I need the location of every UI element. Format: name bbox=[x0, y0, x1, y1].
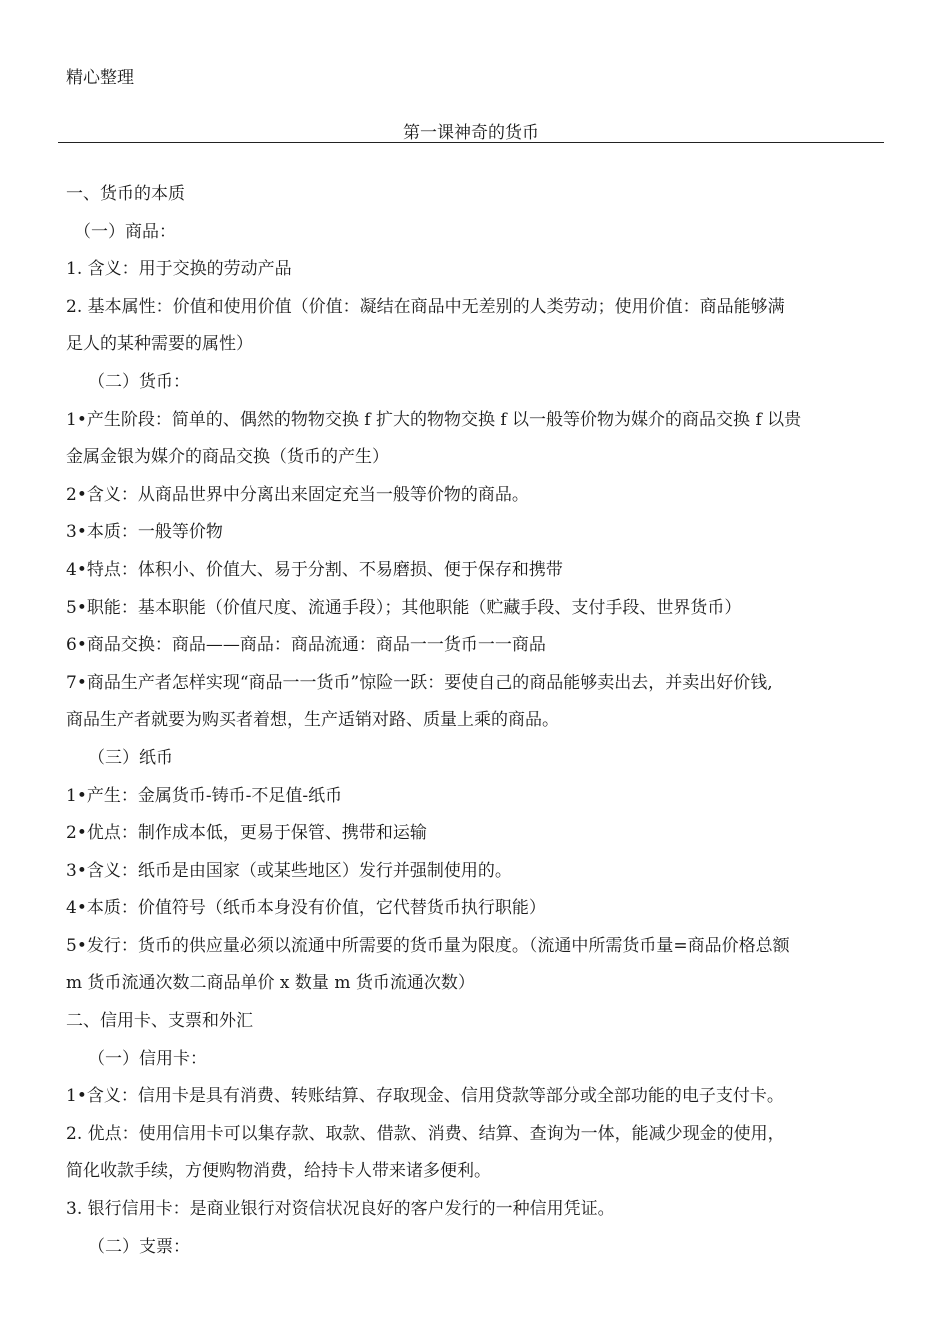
paragraph-line: 2. 优点：使用信用卡可以集存款、取款、借款、消费、结算、查询为一体，能减少现金的使用， bbox=[66, 1123, 785, 1144]
paragraph-line: 2•优点：制作成本低，更易于保管、携带和运输 bbox=[66, 823, 427, 844]
page-title: 第一课神奇的货币 bbox=[403, 123, 539, 143]
paragraph-line: 3. 银行信用卡：是商业银行对资信状况良好的客户发行的一种信用凭证。 bbox=[66, 1199, 615, 1220]
paragraph-line: 2. 基本属性：价值和使用价值（价值：凝结在商品中无差别的人类劳动；使用价值：商品能够满 bbox=[66, 296, 785, 317]
document-body bbox=[66, 176, 886, 1266]
paragraph-line: 4•本质：价值符号（纸币本身没有价值，它代替货币执行职能） bbox=[66, 898, 546, 919]
subsection-heading: （三）纸币 bbox=[88, 747, 173, 768]
paragraph-line: 3•含义：纸币是由国家（或某些地区）发行并强制使用的。 bbox=[66, 860, 512, 881]
paragraph-line: 4•特点：体积小、价值大、易于分割、不易磨损、便于保存和携带 bbox=[66, 559, 563, 580]
paragraph-line: 2•含义：从商品世界中分离出来固定充当一般等价物的商品。 bbox=[66, 484, 529, 505]
paragraph-line: 商品生产者就要为购买者着想，生产适销对路、质量上乘的商品。 bbox=[66, 710, 559, 731]
subsection-heading: （二）货币： bbox=[88, 371, 190, 392]
header-note: 精心整理 bbox=[66, 68, 134, 88]
paragraph-line: 5•发行：货币的供应量必须以流通中所需要的货币量为限度。（流通中所需货币量=商品价格总额 bbox=[66, 935, 790, 956]
section-heading-1: 一、货币的本质 bbox=[66, 184, 185, 204]
subsection-heading: （二）支票： bbox=[88, 1236, 190, 1257]
paragraph-line: 1•产生：金属货币-铸币-不足值-纸币 bbox=[66, 785, 343, 806]
paragraph-line: 7•商品生产者怎样实现“商品一一货币”惊险一跃：要使自己的商品能够卖出去，并卖出好价钱, bbox=[66, 672, 773, 693]
paragraph-line: 1. 含义：用于交换的劳动产品 bbox=[66, 259, 292, 280]
paragraph-line: 1•产生阶段：简单的、偶然的物物交换 f 扩大的物物交换 f 以一般等价物为媒介的商品交换 f 以贵 bbox=[66, 409, 802, 430]
paragraph-line: m 货币流通次数二商品单价 x 数量 m 货币流通次数） bbox=[66, 973, 475, 994]
section-heading-2: 二、信用卡、支票和外汇 bbox=[66, 1011, 253, 1032]
paragraph-line: 足人的某种需要的属性） bbox=[66, 334, 253, 355]
paragraph-line: 3•本质：一般等价物 bbox=[66, 522, 223, 543]
paragraph-line: 金属金银为媒介的商品交换（货币的产生） bbox=[66, 447, 389, 468]
paragraph-line: 5•职能：基本职能（价值尺度、流通手段）；其他职能（贮藏手段、支付手段、世界货币） bbox=[66, 597, 742, 618]
subsection-heading: （一）商品： bbox=[74, 221, 176, 242]
title-divider bbox=[58, 142, 884, 143]
paragraph-line: 1•含义：信用卡是具有消费、转账结算、存取现金、信用贷款等部分或全部功能的电子支付卡。 bbox=[66, 1086, 784, 1107]
paragraph-line: 6•商品交换：商品——商品：商品流通：商品一一货币一一商品 bbox=[66, 635, 546, 656]
subsection-heading: （一）信用卡： bbox=[88, 1048, 207, 1069]
paragraph-line: 简化收款手续，方便购物消费，给持卡人带来诸多便利。 bbox=[66, 1161, 491, 1182]
